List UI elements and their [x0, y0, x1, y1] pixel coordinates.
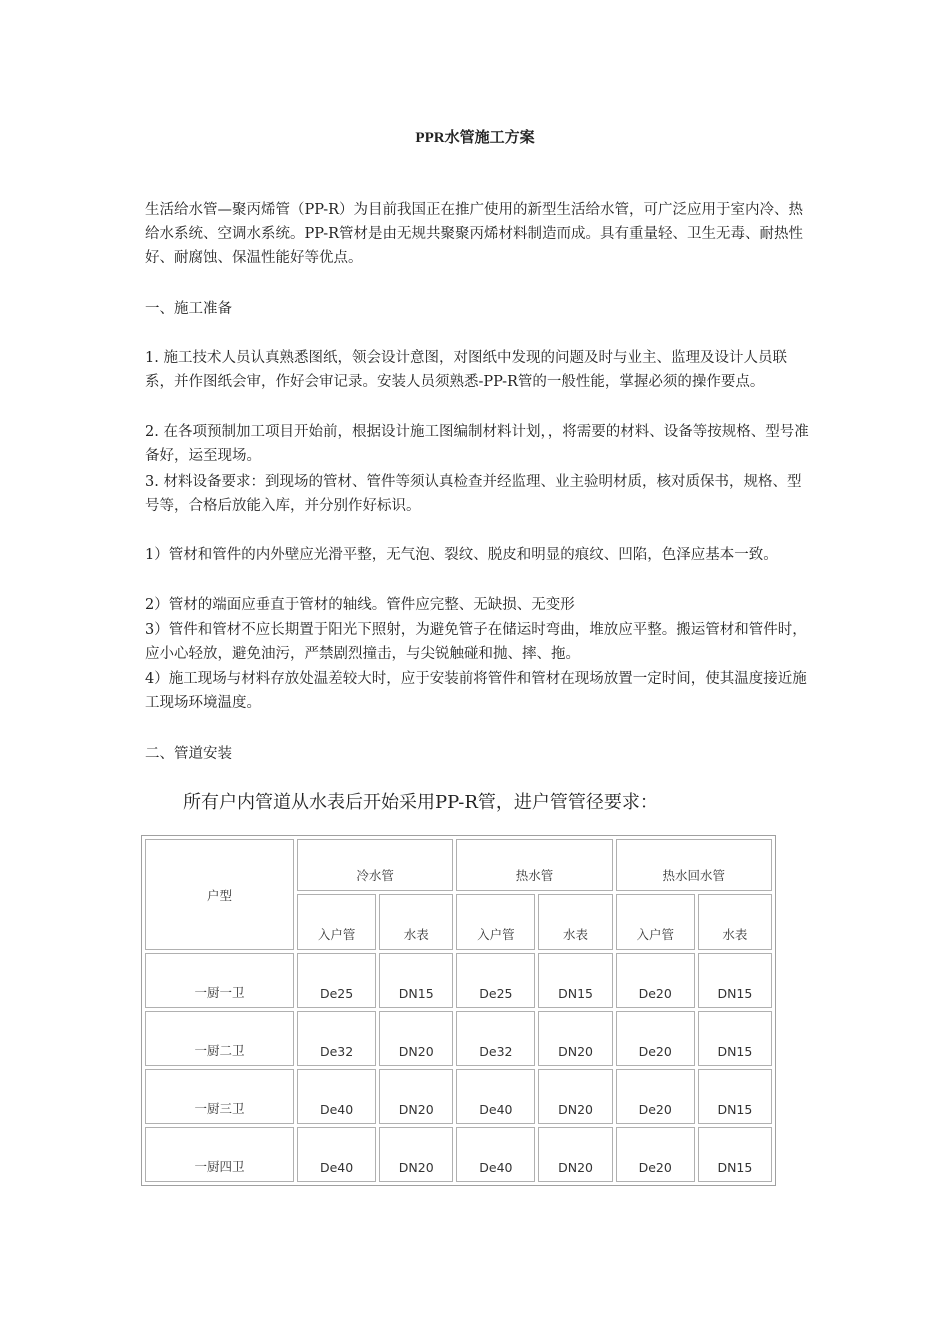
row-type-cell: 一厨一卫 — [145, 953, 294, 1008]
table-cell: De40 — [456, 1069, 535, 1124]
table-cell: De20 — [616, 1011, 695, 1066]
table-cell: De32 — [456, 1011, 535, 1066]
document-title: PPR水管施工方案 — [415, 130, 535, 146]
table-row — [145, 1127, 772, 1182]
table-cell: De40 — [456, 1127, 535, 1182]
table-cell: DN15 — [538, 953, 612, 1008]
table-cell: De20 — [616, 1069, 695, 1124]
prep-item-3: 3. 材料设备要求：到现场的管材、管件等须认真检查并经监理、业主验明材质，核对质保书，规格、型号等，合格后放能入库，并分别作好标识。 — [145, 474, 802, 514]
subheader-cell: 水表 — [379, 894, 453, 950]
row-type-cell: 一厨二卫 — [145, 1011, 294, 1066]
pipe-diameter-table — [141, 835, 776, 1186]
group-header-cold: 冷水管 — [297, 839, 453, 891]
prep-item-1: 1. 施工技术人员认真熟悉图纸，领会设计意图，对图纸中发现的问题及时与业主、监理及设计人员联系，并作图纸会审，作好会审记录。安装人员须熟悉-PP-R管的一般性能，掌握必须的操作要点。 — [145, 350, 787, 390]
subheader-cell: 入户管 — [297, 894, 376, 950]
table-row — [145, 1069, 772, 1124]
subheader-cell: 水表 — [698, 894, 772, 950]
table-cell: De25 — [297, 953, 376, 1008]
group-header-hot: 热水管 — [456, 839, 612, 891]
table-cell: De40 — [297, 1127, 376, 1182]
row-type-cell: 一厨三卫 — [145, 1069, 294, 1124]
table-cell: De20 — [616, 953, 695, 1008]
table-cell: DN20 — [538, 1011, 612, 1066]
subheader-cell: 入户管 — [456, 894, 535, 950]
material-item-3: 3）管件和管材不应长期置于阳光下照射，为避免管子在储运时弯曲，堆放应平整。搬运管材和管件时，应小心轻放，避免油污，严禁剧烈撞击，与尖锐触碰和抛、摔、拖。 — [145, 622, 807, 662]
table-cell: DN15 — [698, 953, 772, 1008]
material-item-2: 2）管材的端面应垂直于管材的轴线。管件应完整、无缺损、无变形 — [145, 597, 575, 613]
section-heading-installation: 二、管道安装 — [145, 746, 232, 762]
material-item-4: 4）施工现场与材料存放处温差较大时，应于安装前将管件和管材在现场放置一定时间，使其温度接近施工现场环境温度。 — [145, 671, 807, 711]
table-cell: DN20 — [379, 1127, 453, 1182]
group-header-hot-return: 热水回水管 — [616, 839, 772, 891]
table-cell: DN15 — [698, 1069, 772, 1124]
subheader-cell: 入户管 — [616, 894, 695, 950]
table-row — [145, 1011, 772, 1066]
table-header-row — [145, 839, 772, 891]
table-cell: De20 — [616, 1127, 695, 1182]
table-corner-cell: 户型 — [145, 839, 294, 950]
table-cell: DN20 — [538, 1127, 612, 1182]
pipe-requirement-text: 所有户内管道从水表后开始采用PP-R管，进户管管径要求： — [183, 792, 658, 813]
table-cell: DN15 — [698, 1011, 772, 1066]
subheader-cell: 水表 — [538, 894, 612, 950]
table-cell: DN15 — [379, 953, 453, 1008]
table-cell: De40 — [297, 1069, 376, 1124]
table-cell: De25 — [456, 953, 535, 1008]
intro-paragraph: 生活给水管—聚丙烯管（PP-R）为目前我国正在推广使用的新型生活给水管，可广泛应用于室内冷、热给水系统、空调水系统。PP-R管材是由无规共聚聚丙烯材料制造而成。具有重量轻、卫生无毒、耐热性好、耐腐蚀、保温性能好等优点。 — [145, 202, 804, 266]
table-cell: DN15 — [698, 1127, 772, 1182]
section-heading-preparation: 一、施工准备 — [145, 301, 232, 317]
material-item-1: 1）管材和管件的内外壁应光滑平整，无气泡、裂纹、脱皮和明显的痕纹、凹陷，色泽应基本一致。 — [145, 547, 778, 563]
prep-item-2: 2. 在各项预制加工项目开始前，根据设计施工图编制材料计划，，将需要的材料、设备等按规格、型号准备好，运至现场。 — [145, 424, 809, 464]
table-cell: De32 — [297, 1011, 376, 1066]
table-cell: DN20 — [538, 1069, 612, 1124]
table-cell: DN20 — [379, 1069, 453, 1124]
row-type-cell: 一厨四卫 — [145, 1127, 294, 1182]
table-cell: DN20 — [379, 1011, 453, 1066]
table-row — [145, 953, 772, 1008]
